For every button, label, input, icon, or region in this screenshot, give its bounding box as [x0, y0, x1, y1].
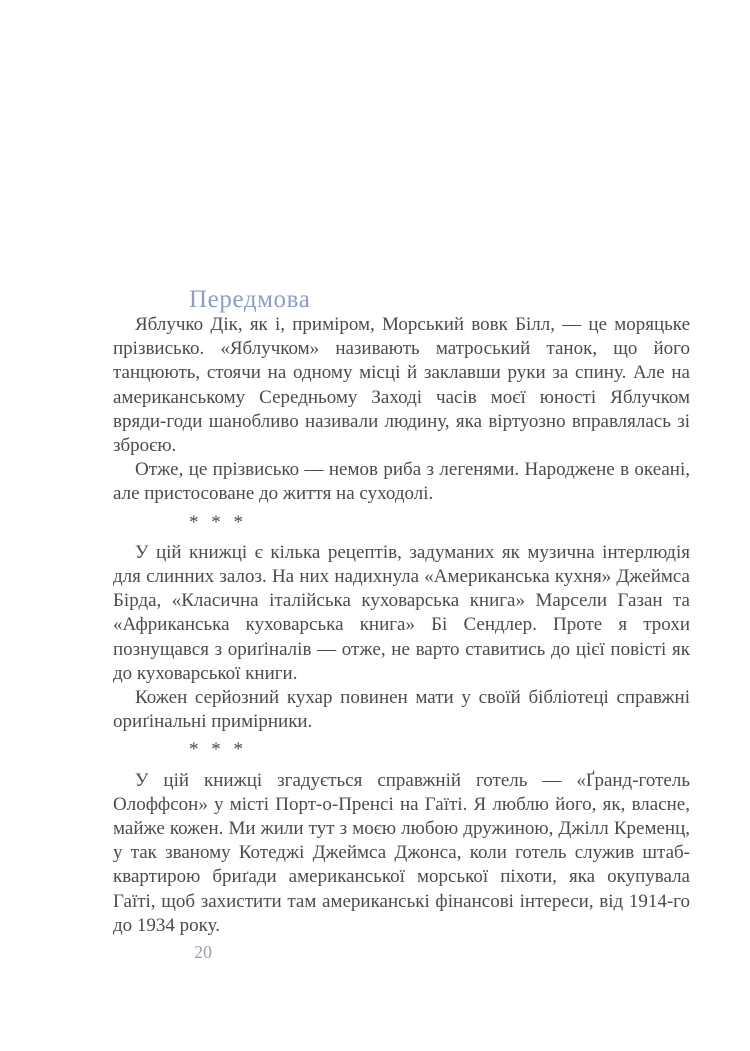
section-separator: * * *: [189, 739, 247, 761]
paragraph: Отже, це прізвисько — немов риба з легенями. Народжене в океані, але пристосоване до життя на суходолі.: [113, 459, 690, 505]
paragraph: У цій книжці згадується справжній готель — «Ґранд-готель Олоффсон» у місті Порт-о-Пренсі на Гаїті. Я люблю його, як, власне, майже кожен. Ми жили тут з моєю любою дружиною, Джілл Кременц, у так званому Котеджі Джеймса Джонса, коли готель служив штаб-квартирою бриґади американської морської піхоти, яка окупувала Гаїті, щоб захистити там американські фінансові інтереси, від 1914-го до 1934 року.: [113, 769, 690, 936]
section-separator: * * *: [189, 511, 247, 533]
paragraph: Кожен серйозний кухар повинен мати у своїй бібліотеці справжні ориґінальні примірники.: [113, 687, 690, 733]
text-column: [113, 313, 690, 938]
paragraph: У цій книжці є кілька рецептів, задуманих як музична інтерлюдія для слинних залоз. На них надихнула «Американська кухня» Джеймса Бірда, «Класична італійська куховарська книга» Марсели Газан та «Африканська куховарська книга» Бі Сендлер. Проте я трохи познущався з ориґіналів — отже, не варто ставитись до цієї повісті як до куховарської книги.: [113, 541, 690, 684]
paragraph: Яблучко Дік, як і, приміром, Морський вовк Білл, — це моряцьке прізвисько. «Яблучком» називають матроський танок, що його танцюють, стоячи на одному місці й заклавши руки за спину. Але на американському Середньому Заході часів моєї юності Яблучком вряди-годи шанобливо називали людину, яка віртуозно вправлялась зі зброєю.: [113, 314, 690, 457]
page-number: 20: [194, 942, 212, 962]
chapter-heading: Передмова: [189, 285, 311, 313]
